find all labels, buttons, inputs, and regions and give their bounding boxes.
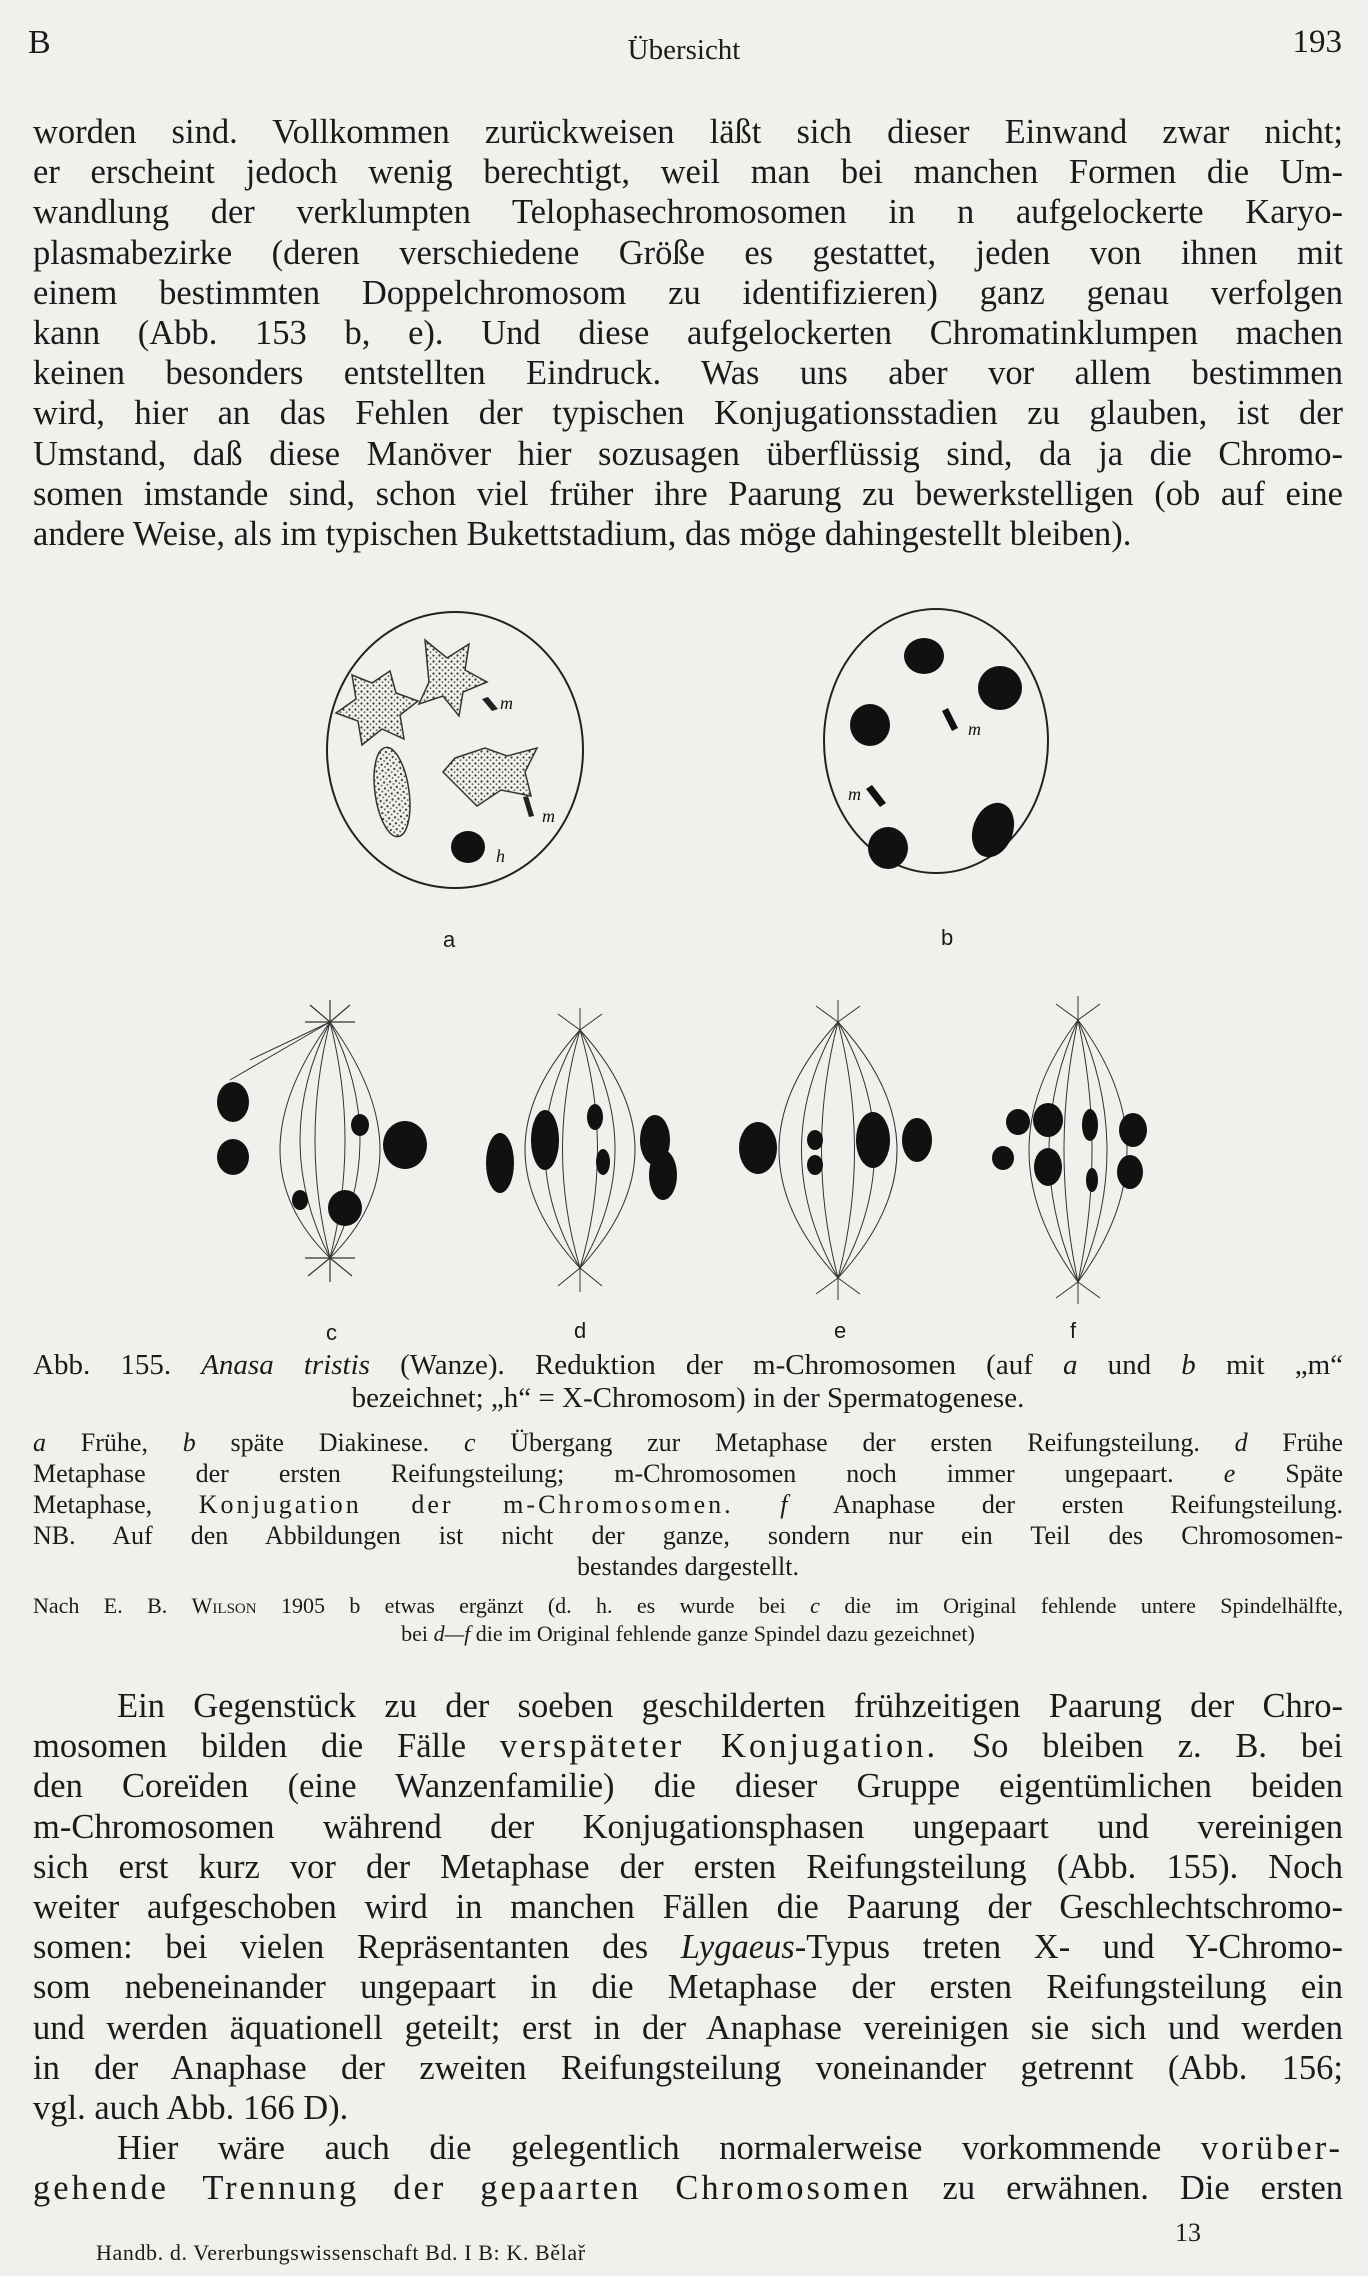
panel-label-d: d — [574, 1318, 587, 1343]
p2-line-9: und werden äquationell geteilt; erst in der Anaphase vereinigen sie sich und werden — [33, 2008, 1343, 2047]
p1-line-4: plasmabezirke (deren verschiedene Größe es gestattet, jeden von ihnen mit — [33, 233, 1343, 272]
panel-e-chromosomes — [739, 1112, 932, 1175]
p2-line-3: den Coreïden (eine Wanzenfamilie) die dieser Gruppe eigentümlichen beiden — [33, 1767, 1343, 1806]
p1-line-2: er erscheint jedoch wenig berechtigt, weil man bei manchen Formen die Um- — [33, 153, 1343, 192]
panel-c-spindle — [230, 1000, 380, 1282]
caption-line-7: bestandes dargestellt. — [577, 1552, 799, 1581]
p1-line-11: andere Weise, als im typischen Bukettstadium, das möge dahingestellt bleiben). — [33, 515, 1132, 554]
panel-d-chromosomes — [486, 1104, 677, 1200]
p2-line-11: vgl. auch Abb. 166 D). — [33, 2089, 349, 2128]
p2-line-7: somen: bei vielen Repräsentanten des Lygaeus-Typus treten X- und Y-Chromo- — [33, 1928, 1343, 1967]
caption-line-2: bezeichnet; „h“ = X-Chromosom) in der Spermatogenese. — [351, 1382, 1025, 1414]
page-number: 193 — [1292, 24, 1342, 60]
panel-c-chromosomes — [217, 1082, 427, 1226]
panel-label-b: b — [941, 925, 954, 950]
panel-label-c: c — [326, 1320, 337, 1345]
body-paragraph-3 — [33, 2128, 1343, 2208]
signature-mark: 13 — [1175, 2218, 1201, 2247]
panel-label-a: a — [443, 927, 456, 952]
p3-line-2: gehende Trennung der gepaarten Chromosomen zu erwähnen. Die ersten — [33, 2169, 1344, 2208]
p1-line-7: keinen besonders entstellten Eindruck. Was uns aber vor allem bestimmen — [33, 354, 1343, 393]
body-paragraph-2 — [33, 1686, 1343, 2128]
figure-155 — [0, 600, 1368, 1360]
mark-m-b2: m — [848, 784, 861, 804]
panel-a-nucleus — [327, 612, 583, 888]
p1-line-3: wandlung der verklumpten Telophasechromosomen in n aufgelockerte Karyo- — [33, 193, 1343, 232]
panel-label-e: e — [834, 1318, 847, 1343]
p2-line-2: mosomen bilden die Fälle verspäteter Konjugation. So bleiben z. B. bei — [33, 1727, 1344, 1766]
p1-line-6: kann (Abb. 153 b, e). Und diese aufgelockerten Chromatinklumpen machen — [33, 314, 1343, 353]
mark-m-a2: m — [542, 806, 555, 826]
caption-line-9: bei d—f die im Original fehlende ganze Spindel dazu gezeichnet) — [401, 1621, 975, 1646]
p2-line-5: sich erst kurz vor der Metaphase der ersten Reifungsteilung (Abb. 155). Noch — [33, 1847, 1343, 1886]
section-letter: B — [28, 24, 51, 61]
p2-line-6: weiter aufgeschoben wird in manchen Fällen die Paarung der Geschlechtschromo- — [33, 1888, 1343, 1927]
p2-line-4: m-Chromosomen während der Konjugationsphasen ungepaart und vereinigen — [33, 1807, 1343, 1846]
caption-line-6: NB. Auf den Abbildungen ist nicht der ganze, sondern nur ein Teil des Chromosomen- — [33, 1521, 1343, 1550]
mark-h: h — [496, 846, 505, 866]
panel-label-f: f — [1070, 1318, 1077, 1343]
running-title: Übersicht — [627, 34, 741, 66]
caption-line-3: a Frühe, b späte Diakinese. c Übergang zur Metaphase der ersten Reifungsteilung. d Frühe — [33, 1428, 1344, 1457]
mark-m-b1: m — [968, 719, 981, 739]
p1-line-1: worden sind. Vollkommen zurückweisen läßt sich dieser Einwand zwar nicht; — [33, 113, 1343, 151]
p2-line-8: som nebeneinander ungepaart in die Metaphase der ersten Reifungsteilung ein — [33, 1968, 1343, 2007]
p1-line-5: einem bestimmten Doppelchromosom zu identifizieren) ganz genau verfolgen — [33, 273, 1343, 312]
p3-line-1: Hier wäre auch die gelegentlich normalerweise vorkommende vorüber- — [117, 2129, 1343, 2167]
p2-line-1: Ein Gegenstück zu der soeben geschilderten frühzeitigen Paarung der Chro- — [117, 1687, 1343, 1725]
caption-line-5: Metaphase, Konjugation der m-Chromosomen. f Anaphase der ersten Reifungsteilung. — [33, 1490, 1343, 1519]
p1-line-10: somen imstande sind, schon viel früher ihre Paarung zu bewerkstelligen (ob auf eine — [33, 474, 1343, 513]
caption-line-1: Abb. 155. Anasa tristis (Wanze). Reduktion der m-Chromosomen (auf a und b mit „m“ — [33, 1349, 1344, 1381]
p2-line-10: in der Anaphase der zweiten Reifungsteilung voneinander getrennt (Abb. 156; — [33, 2048, 1343, 2087]
page-header — [0, 22, 1368, 72]
caption-line-8: Nach E. B. Wilson 1905 b etwas ergänzt (d. h. es wurde bei c die im Original fehlende untere Spindelhälfte, — [33, 1593, 1344, 1618]
p1-line-8: wird, hier an das Fehlen der typischen Konjugationsstadien zu glauben, ist der — [33, 394, 1343, 433]
panel-b-nucleus — [824, 609, 1048, 873]
figure-caption — [33, 1349, 1343, 1648]
body-paragraph-1 — [33, 112, 1343, 554]
caption-line-4: Metaphase der ersten Reifungsteilung; m-Chromosomen noch immer ungepaart. e Späte — [33, 1459, 1344, 1488]
p1-line-9: Umstand, daß diese Manöver hier sozusagen überflüssig sind, da ja die Chromo- — [33, 434, 1343, 473]
footer-imprint: Handb. d. Vererbungswissenschaft Bd. I B: K. Bělař — [96, 2240, 586, 2265]
mark-m-a1: m — [500, 693, 513, 713]
